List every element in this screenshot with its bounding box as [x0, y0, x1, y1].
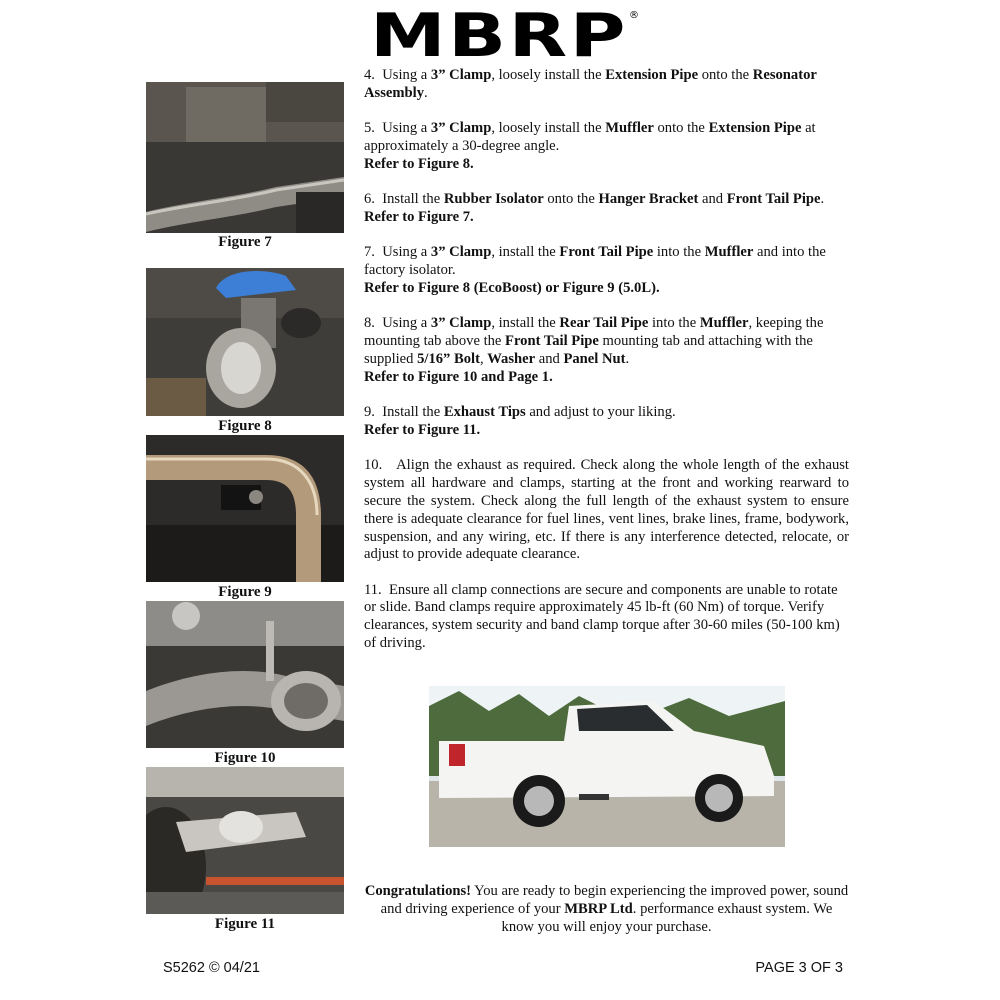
figure-8-photo: [146, 268, 344, 416]
step-9: 9. Install the Exhaust Tips and adjust to your liking. Refer to Figure 11.: [364, 404, 676, 438]
step-6-reference: Refer to Figure 7.: [364, 208, 474, 225]
figure-9-caption: Figure 9: [218, 584, 272, 600]
figure-10-caption: Figure 10: [214, 750, 276, 766]
figure-11-photo: [146, 767, 344, 914]
step-8: 8. Using a 3” Clamp, install the Rear Tail Pipe into the Muffler, keeping the mounting tab above the Front Tail Pipe mounting tab and attaching with the supplied 5/16” Bolt, Washer and Panel Nut. Refer to Figure 10 and Page 1.: [364, 315, 824, 385]
document-code: S5262 © 04/21: [163, 960, 260, 976]
figure-8-caption: Figure 8: [218, 418, 272, 434]
svg-text:®: ®: [629, 10, 639, 21]
figure-9-photo: [146, 435, 344, 582]
figure-7-caption: Figure 7: [218, 234, 272, 250]
step-10: 10. Align the exhaust as required. Check along the whole length of the exhaust system all hardware and clamps, starting at the front and working rearward to secure the system. Check along the full length of the exhaust system to ensure there is adequate clearance for fuel lines, vent lines, brake lines, frame, bodywork, suspension, and any wiring, etc. If there is any interference detected, relocate, or adjust to provide adequate clearance.: [364, 457, 849, 563]
instruction-steps: [364, 67, 849, 670]
mbrp-logo: [370, 6, 640, 62]
figure-7-photo: [146, 82, 344, 233]
step-6: 6. Install the Rubber Isolator onto the Hanger Bracket and Front Tail Pipe. Refer to Figure 7.: [364, 191, 825, 225]
step-11: 11. Ensure all clamp connections are secure and components are unable to rotate or slide. Band clamps require approximately 45 lb-ft (60 Nm) of torque. Verify clearances, system security and band clamp torque after 30-60 miles (50-100 km) of driving.: [364, 581, 840, 652]
truck-photo: [429, 686, 785, 847]
step-9-reference: Refer to Figure 11.: [364, 421, 481, 438]
figure-11-caption: Figure 11: [214, 916, 276, 932]
svg-text:MBRP: MBRP: [370, 6, 628, 62]
step-4: 4. Using a 3” Clamp, loosely install the Extension Pipe onto the Resonator Assembly.: [364, 67, 817, 101]
step-5-reference: Refer to Figure 8.: [364, 155, 474, 172]
step-5: 5. Using a 3” Clamp, loosely install the Muffler onto the Extension Pipe at approximately a 30-degree angle. Refer to Figure 8.: [364, 120, 816, 172]
page-number: PAGE 3 OF 3: [755, 960, 843, 976]
step-7-reference: Refer to Figure 8 (EcoBoost) or Figure 9 (5.0L).: [364, 279, 660, 296]
congratulations-message: Congratulations! You are ready to begin experiencing the improved power, sound and driving experience of your MBRP Ltd. performance exhaust system. We know you will enjoy your purchase.: [364, 883, 849, 935]
step-7: 7. Using a 3” Clamp, install the Front Tail Pipe into the Muffler and into the factory isolator. Refer to Figure 8 (EcoBoost) or Figure 9 (5.0L).: [364, 244, 826, 296]
step-8-reference: Refer to Figure 10 and Page 1.: [364, 368, 553, 385]
figure-10-photo: [146, 601, 344, 748]
